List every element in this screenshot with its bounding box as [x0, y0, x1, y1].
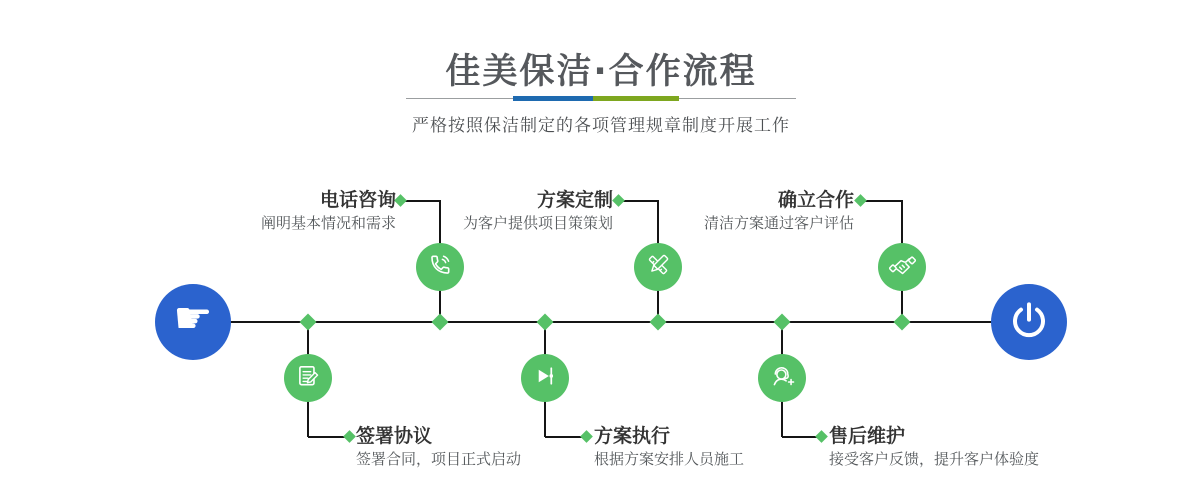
step-label-plan: [463, 190, 613, 233]
step-node-phone: [416, 243, 464, 291]
step-label-contract: [356, 426, 521, 469]
page-title: 佳美保洁·合作流程: [445, 52, 757, 92]
timeline-diamond-3: [537, 314, 554, 331]
step-title: 确立合作: [777, 189, 854, 211]
handshake-icon: [889, 252, 916, 283]
headset-icon: [769, 363, 796, 394]
connector-diamond-bottom-2: [580, 430, 593, 443]
pen-ruler-icon: [645, 252, 671, 282]
step-title: 售后维护: [829, 425, 906, 447]
page-subtitle: 严格按照保洁制定的各项管理规章制度开展工作: [412, 116, 790, 136]
step-desc: 签署合同，项目正式启动: [356, 450, 522, 468]
step-node-plan: [634, 243, 682, 291]
phone-icon: [427, 252, 453, 282]
step-label-execute: [594, 426, 744, 469]
timeline-diamond-2: [432, 314, 449, 331]
step-node-aftersales: [758, 354, 806, 402]
connector-diamond-top-1: [394, 194, 407, 207]
timeline-diamond-4: [650, 314, 667, 331]
end-node: [991, 284, 1067, 360]
step-title: 方案执行: [594, 425, 671, 447]
connector-diamond-top-2: [612, 194, 625, 207]
step-desc: 清洁方案通过客户评估: [703, 214, 854, 232]
step-title: 签署协议: [356, 425, 433, 447]
play-icon: [532, 363, 558, 393]
divider-blue-segment: [513, 96, 593, 101]
contract-icon: [295, 363, 321, 393]
step-title: 电话咨询: [319, 189, 396, 211]
connector-diamond-top-3: [854, 194, 867, 207]
divider-green-segment: [593, 96, 679, 101]
step-desc: 阐明基本情况和需求: [260, 214, 396, 232]
step-desc: 根据方案安排人员施工: [594, 450, 745, 468]
timeline-diamond-5: [774, 314, 791, 331]
timeline-diamond-1: [300, 314, 317, 331]
step-desc: 接受客户反馈，提升客户体验度: [829, 450, 1040, 468]
hand-pointer-icon: ☛: [173, 293, 213, 344]
step-title: 方案定制: [536, 189, 613, 211]
title-divider: [406, 96, 796, 101]
connector-diamond-bottom-3: [815, 430, 828, 443]
start-node: [155, 284, 231, 360]
step-node-cooperate: [878, 243, 926, 291]
step-label-phone: [261, 190, 396, 233]
power-icon: [1009, 300, 1049, 344]
step-node-contract: [284, 354, 332, 402]
step-desc: 为客户提供项目策策划: [462, 214, 613, 232]
step-label-aftersales: [829, 426, 1039, 469]
connector-diamond-bottom-1: [343, 430, 356, 443]
step-label-cooperate: [704, 190, 854, 233]
timeline-diamond-6: [894, 314, 911, 331]
step-node-execute: [521, 354, 569, 402]
